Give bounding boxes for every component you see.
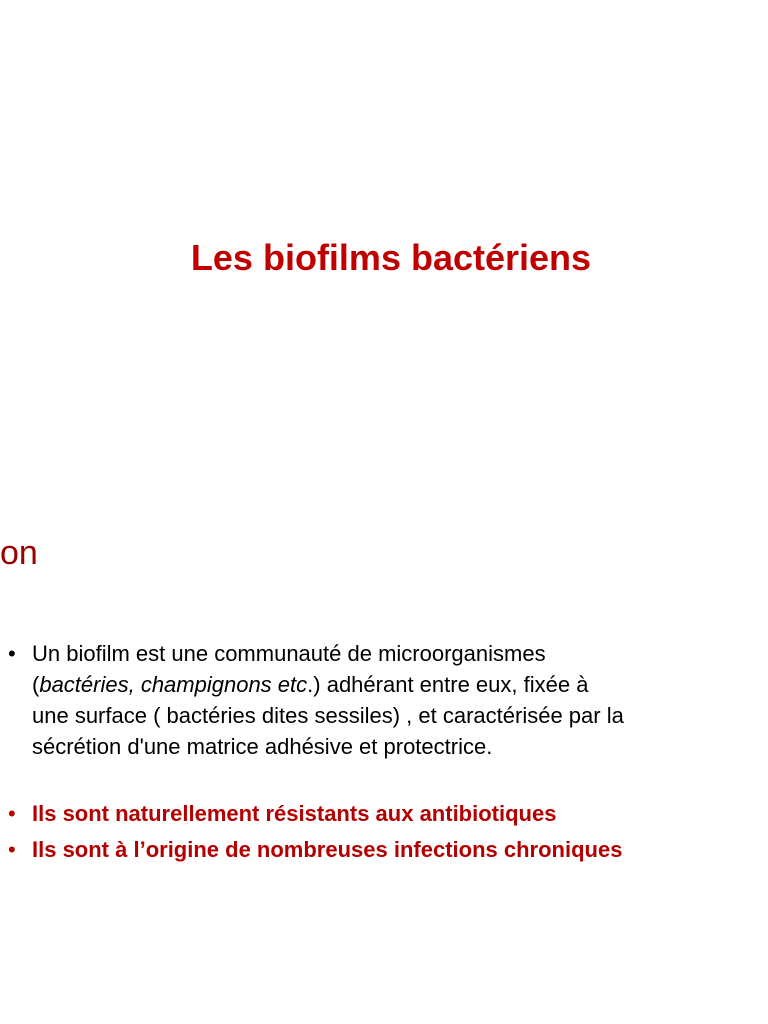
bullet-definition [0,638,768,762]
definition-text [32,638,762,762]
definition-italic-examples: bactéries, champignons etc [39,672,308,697]
section-heading-fragment: on [0,534,38,572]
bullet-dot-icon: • [8,837,16,862]
definition-line-3: une surface ( bactéries dites sessiles) , et caractérisée par la [32,703,624,728]
highlight-text-2: Ils sont à l’origine de nombreuses infections chroniques [32,837,623,862]
bullet-dot-icon: • [8,641,16,666]
definition-line-2-rest: .) adhérant entre eux, fixée à [307,672,589,697]
definition-line-4: sécrétion d'une matrice adhésive et protectrice. [32,734,493,759]
bullet-highlight-1 [0,796,768,832]
definition-line-2 [32,669,762,700]
definition-paren: ( [32,672,40,697]
definition-line-1: Un biofilm est une communauté de microorganismes [32,641,546,666]
bullet-dot-icon: • [8,801,16,826]
highlight-text-1: Ils sont naturellement résistants aux antibiotiques [32,801,557,826]
bullet-list [0,638,768,868]
bullet-highlight-2 [0,832,768,868]
slide-title: Les biofilms bactériens [190,237,592,278]
